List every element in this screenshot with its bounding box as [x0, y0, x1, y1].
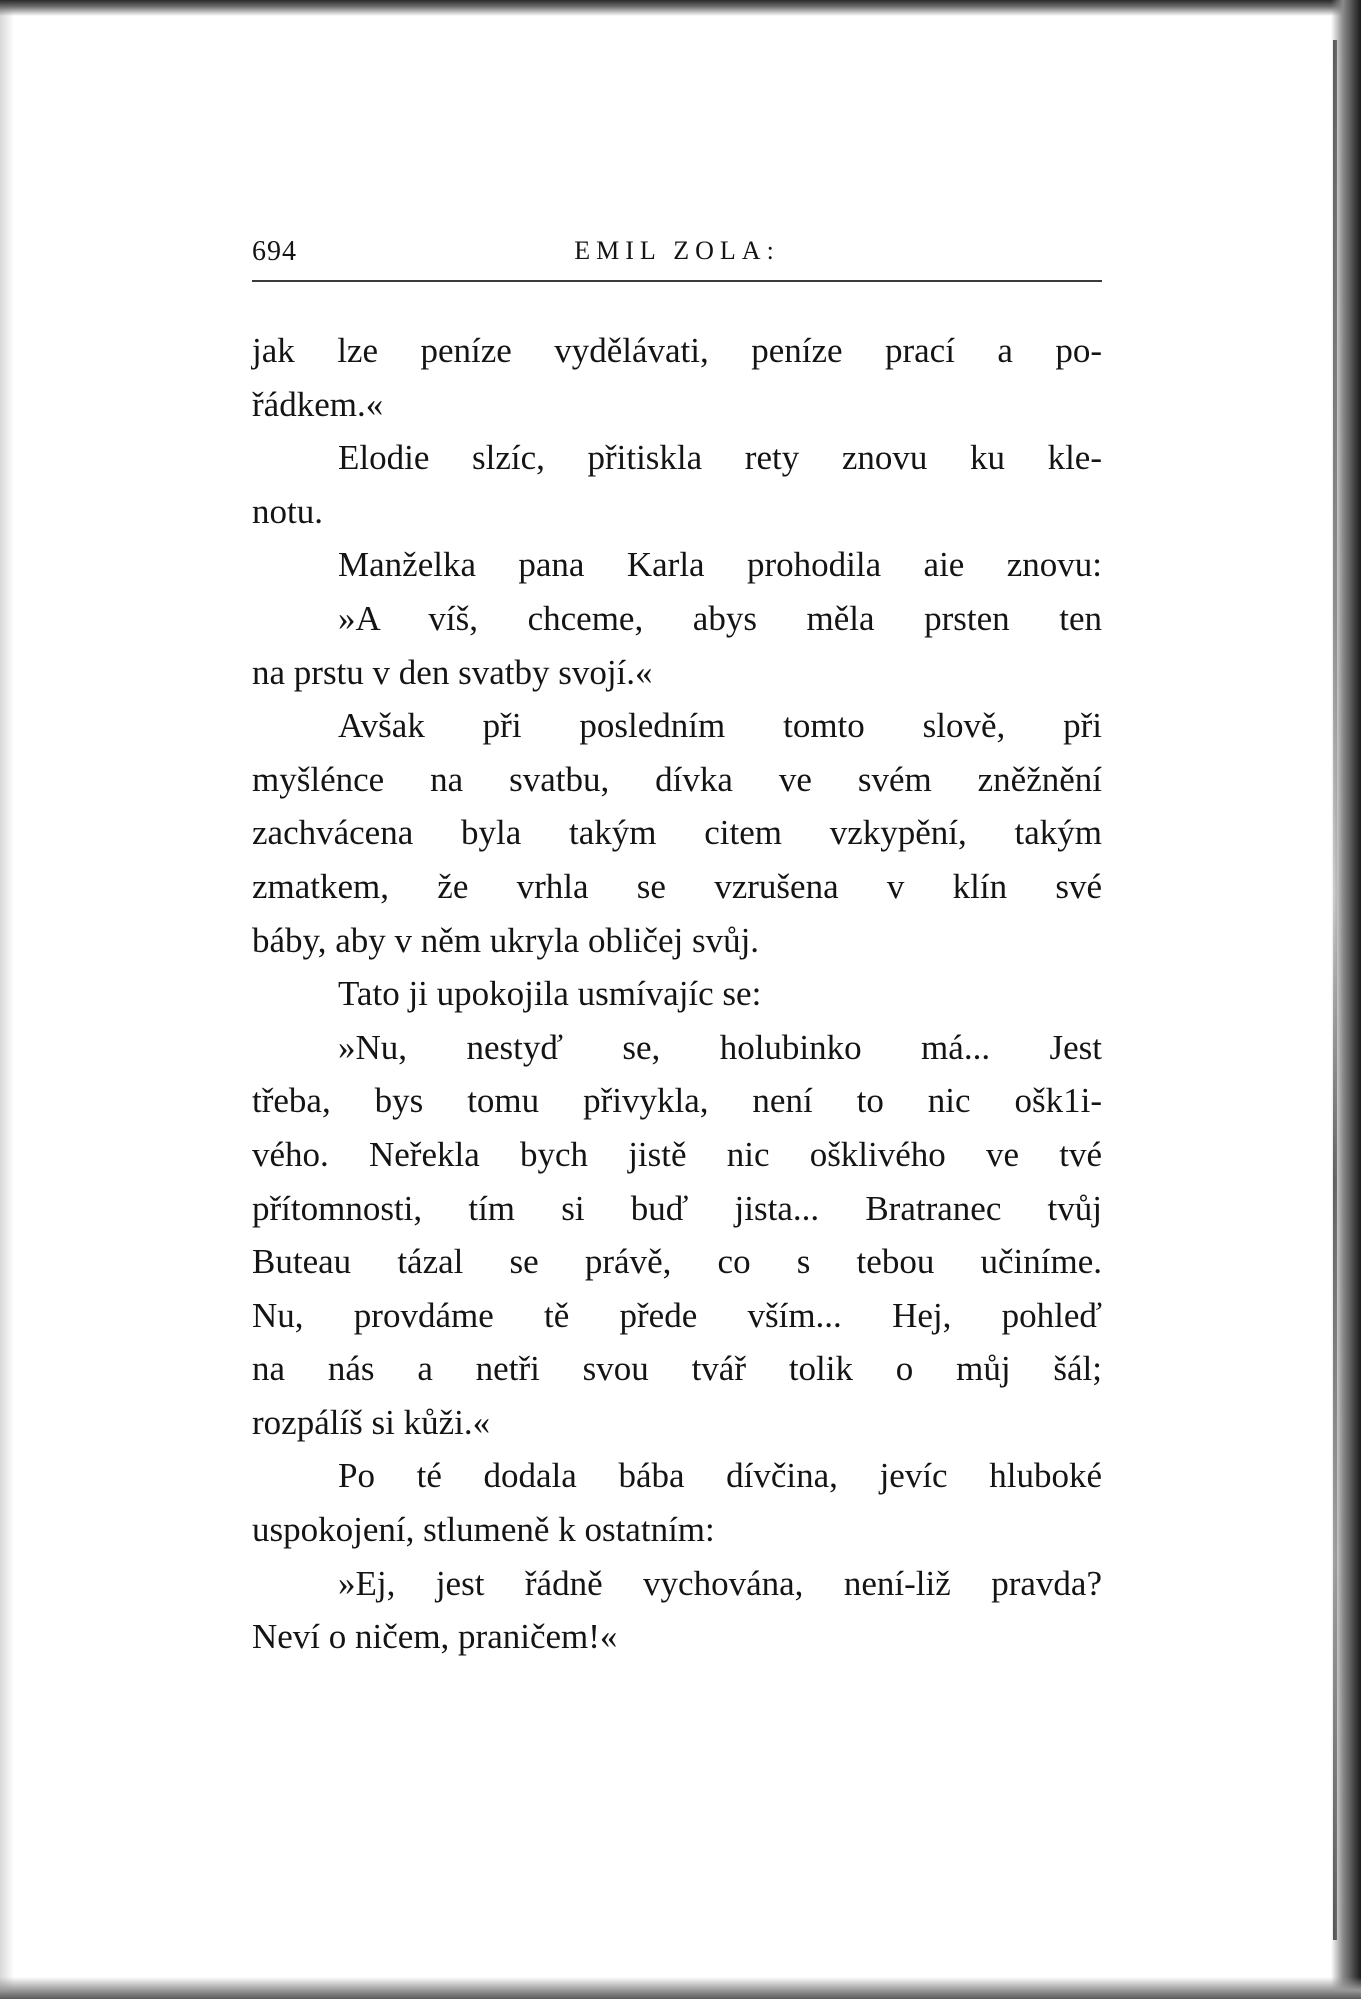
book-page	[252, 236, 1102, 1664]
text-line: zachvácena byla takým citem vzkypění, takým	[252, 813, 1102, 853]
text-line: Po té dodala bába dívčina, jevíc hluboké	[338, 1456, 1102, 1496]
text-line: Avšak při posledním tomto slově, při	[338, 706, 1102, 746]
text-line: zmatkem, že vrhla se vzrušena v klín své	[252, 866, 1102, 906]
text-line: uspokojení, stlumeně k ostatním:	[252, 1510, 715, 1550]
body-text	[252, 324, 1102, 1664]
text-line: Nu, provdáme tě přede vším... Hej, pohleď	[252, 1295, 1102, 1335]
text-line: myšlénce na svatbu, dívka ve svém zněžnění	[252, 759, 1102, 799]
text-line: Neví o ničem, praničem!«	[252, 1617, 618, 1657]
running-head: EMIL ZOLA:	[574, 236, 780, 265]
text-line: na nás a netři svou tvář tolik o můj šál;	[252, 1349, 1102, 1389]
text-line: »Ej, jest řádně vychována, není-liž pravda?	[338, 1563, 1102, 1603]
text-line: vého. Neřekla bych jistě nic ošklivého ve tvé	[252, 1134, 1102, 1174]
text-line: notu.	[252, 491, 323, 531]
scan-bottom-edge	[0, 1977, 1361, 1999]
text-line: Tato ji upokojila usmívajíc se:	[338, 974, 762, 1014]
text-line: třeba, bys tomu přivykla, není to nic ošk1i-	[252, 1081, 1102, 1121]
text-line: jak lze peníze vydělávati, peníze prací a po-	[252, 331, 1102, 370]
text-line: Elodie slzíc, přitiskla rety znovu ku kle-	[338, 438, 1102, 478]
text-line: »A víš, chceme, abys měla prsten ten	[338, 598, 1102, 638]
scan-top-edge	[0, 0, 1361, 16]
text-line: Buteau tázal se právě, co s tebou učiníme.	[252, 1242, 1102, 1282]
text-line: »Nu, nestyď se, holubinko má... Jest	[338, 1027, 1102, 1067]
text-line: báby, aby v něm ukryla obličej svůj.	[252, 920, 760, 960]
text-line: na prstu v den svatby svojí.«	[252, 652, 653, 692]
text-line: Manželka pana Karla prohodila aie znovu:	[338, 545, 1102, 585]
scan-right-edge	[1331, 0, 1361, 1999]
text-line: rozpálíš si kůži.«	[252, 1402, 491, 1442]
text-line: řádkem.«	[252, 384, 384, 424]
page-header	[252, 236, 1102, 282]
page-number: 694	[252, 236, 297, 267]
scan-left-edge	[0, 0, 14, 1999]
text-line: přítomnosti, tím si buď jista... Bratranec tvůj	[252, 1188, 1102, 1228]
